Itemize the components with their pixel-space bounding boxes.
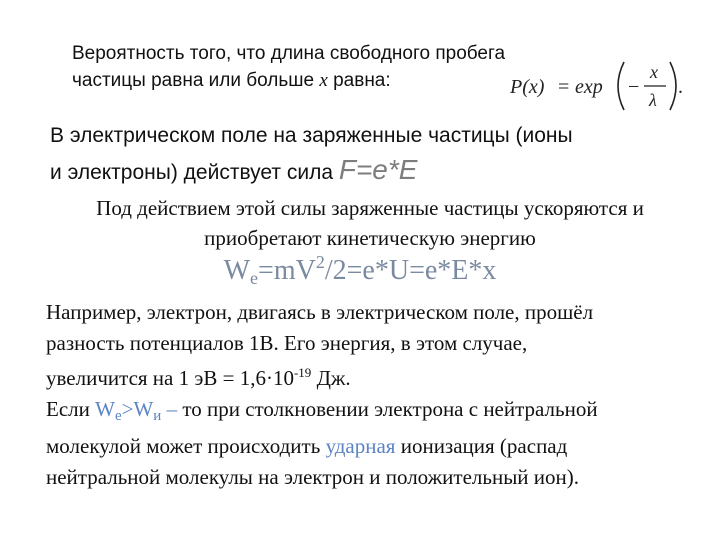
ionization-line-4-start: Если: [46, 396, 96, 421]
energy-comparison: [95, 396, 183, 424]
mean-free-path-paragraph: [72, 40, 505, 94]
ionization-paragraph: [46, 297, 598, 492]
energy-w-subscript: e: [250, 268, 259, 288]
energy-mid: =mV: [258, 255, 316, 286]
formula-lhs: P(x): [510, 76, 545, 98]
ionization-line-5-rest: ионизация (распад: [395, 434, 568, 458]
ionization-line-3-end: Дж.: [311, 366, 351, 390]
energy-w: W: [223, 255, 251, 286]
formula-numerator: x: [650, 62, 658, 82]
impact-highlight: ударная: [325, 434, 396, 458]
ionization-line-1: Например, электрон, двигаясь в электрическом поле, прошёл: [46, 300, 594, 324]
mean-free-path-line-2-end: равна:: [327, 70, 391, 91]
formula-left-paren: [618, 62, 624, 110]
ionization-line-5-start: молекулой может происходить: [46, 434, 326, 458]
mean-free-path-line-2-start: частицы равна или больше: [72, 70, 320, 91]
energy-rest: /2=e*U=e*E*x: [324, 255, 497, 286]
mean-free-path-line-2: [72, 67, 505, 94]
ionization-line-3: [46, 358, 598, 394]
wi-subscript: и: [153, 407, 162, 424]
mean-free-path-line-1: Вероятность того, что длина свободного пробега: [72, 43, 506, 64]
dash: –: [161, 396, 183, 421]
acceleration-line-2: приобретают кинетическую энергию: [204, 226, 536, 250]
ionization-line-3-start: увеличится на 1 эВ = 1,6·10: [46, 366, 294, 390]
ionization-line-4: [46, 394, 598, 432]
we-subscript: e: [114, 407, 122, 424]
electric-force-paragraph: [50, 119, 573, 190]
electric-force-line-2: [50, 153, 573, 190]
electric-force-line-1: В электрическом поле на заряженные частицы (ионы: [50, 124, 573, 147]
electric-force-line-2-text: и электроны) действует сила: [50, 161, 339, 184]
variable-x: x: [319, 70, 328, 91]
formula-denominator: λ: [649, 90, 657, 110]
formula-minus: −: [628, 76, 640, 98]
ionization-line-2: разность потенциалов 1В. Его энергия, в этом случае,: [46, 330, 528, 355]
acceleration-paragraph: [52, 193, 688, 253]
energy-superscript: 2: [315, 252, 325, 272]
formula-right-paren: [670, 62, 676, 110]
exponent: -19: [293, 365, 312, 380]
ionization-line-5: [46, 431, 598, 462]
ionization-line-6: нейтральной молекулы на электрон и положительный ион).: [46, 464, 580, 489]
acceleration-line-1: Под действием этой силы заряженные частицы ускоряются и: [96, 196, 644, 220]
formula-dot: .: [678, 76, 683, 98]
wi-symbol: W: [133, 396, 154, 421]
formula-exp: exp: [575, 76, 603, 98]
greater-than: >: [121, 396, 134, 421]
we-symbol: W: [95, 396, 115, 421]
kinetic-energy-formula: [0, 252, 720, 289]
formula-equals: =: [558, 76, 570, 98]
probability-formula: [510, 58, 690, 114]
force-formula: F=e*E: [338, 154, 418, 185]
ionization-line-4-rest: то при столкновении электрона с нейтральной: [182, 396, 598, 421]
